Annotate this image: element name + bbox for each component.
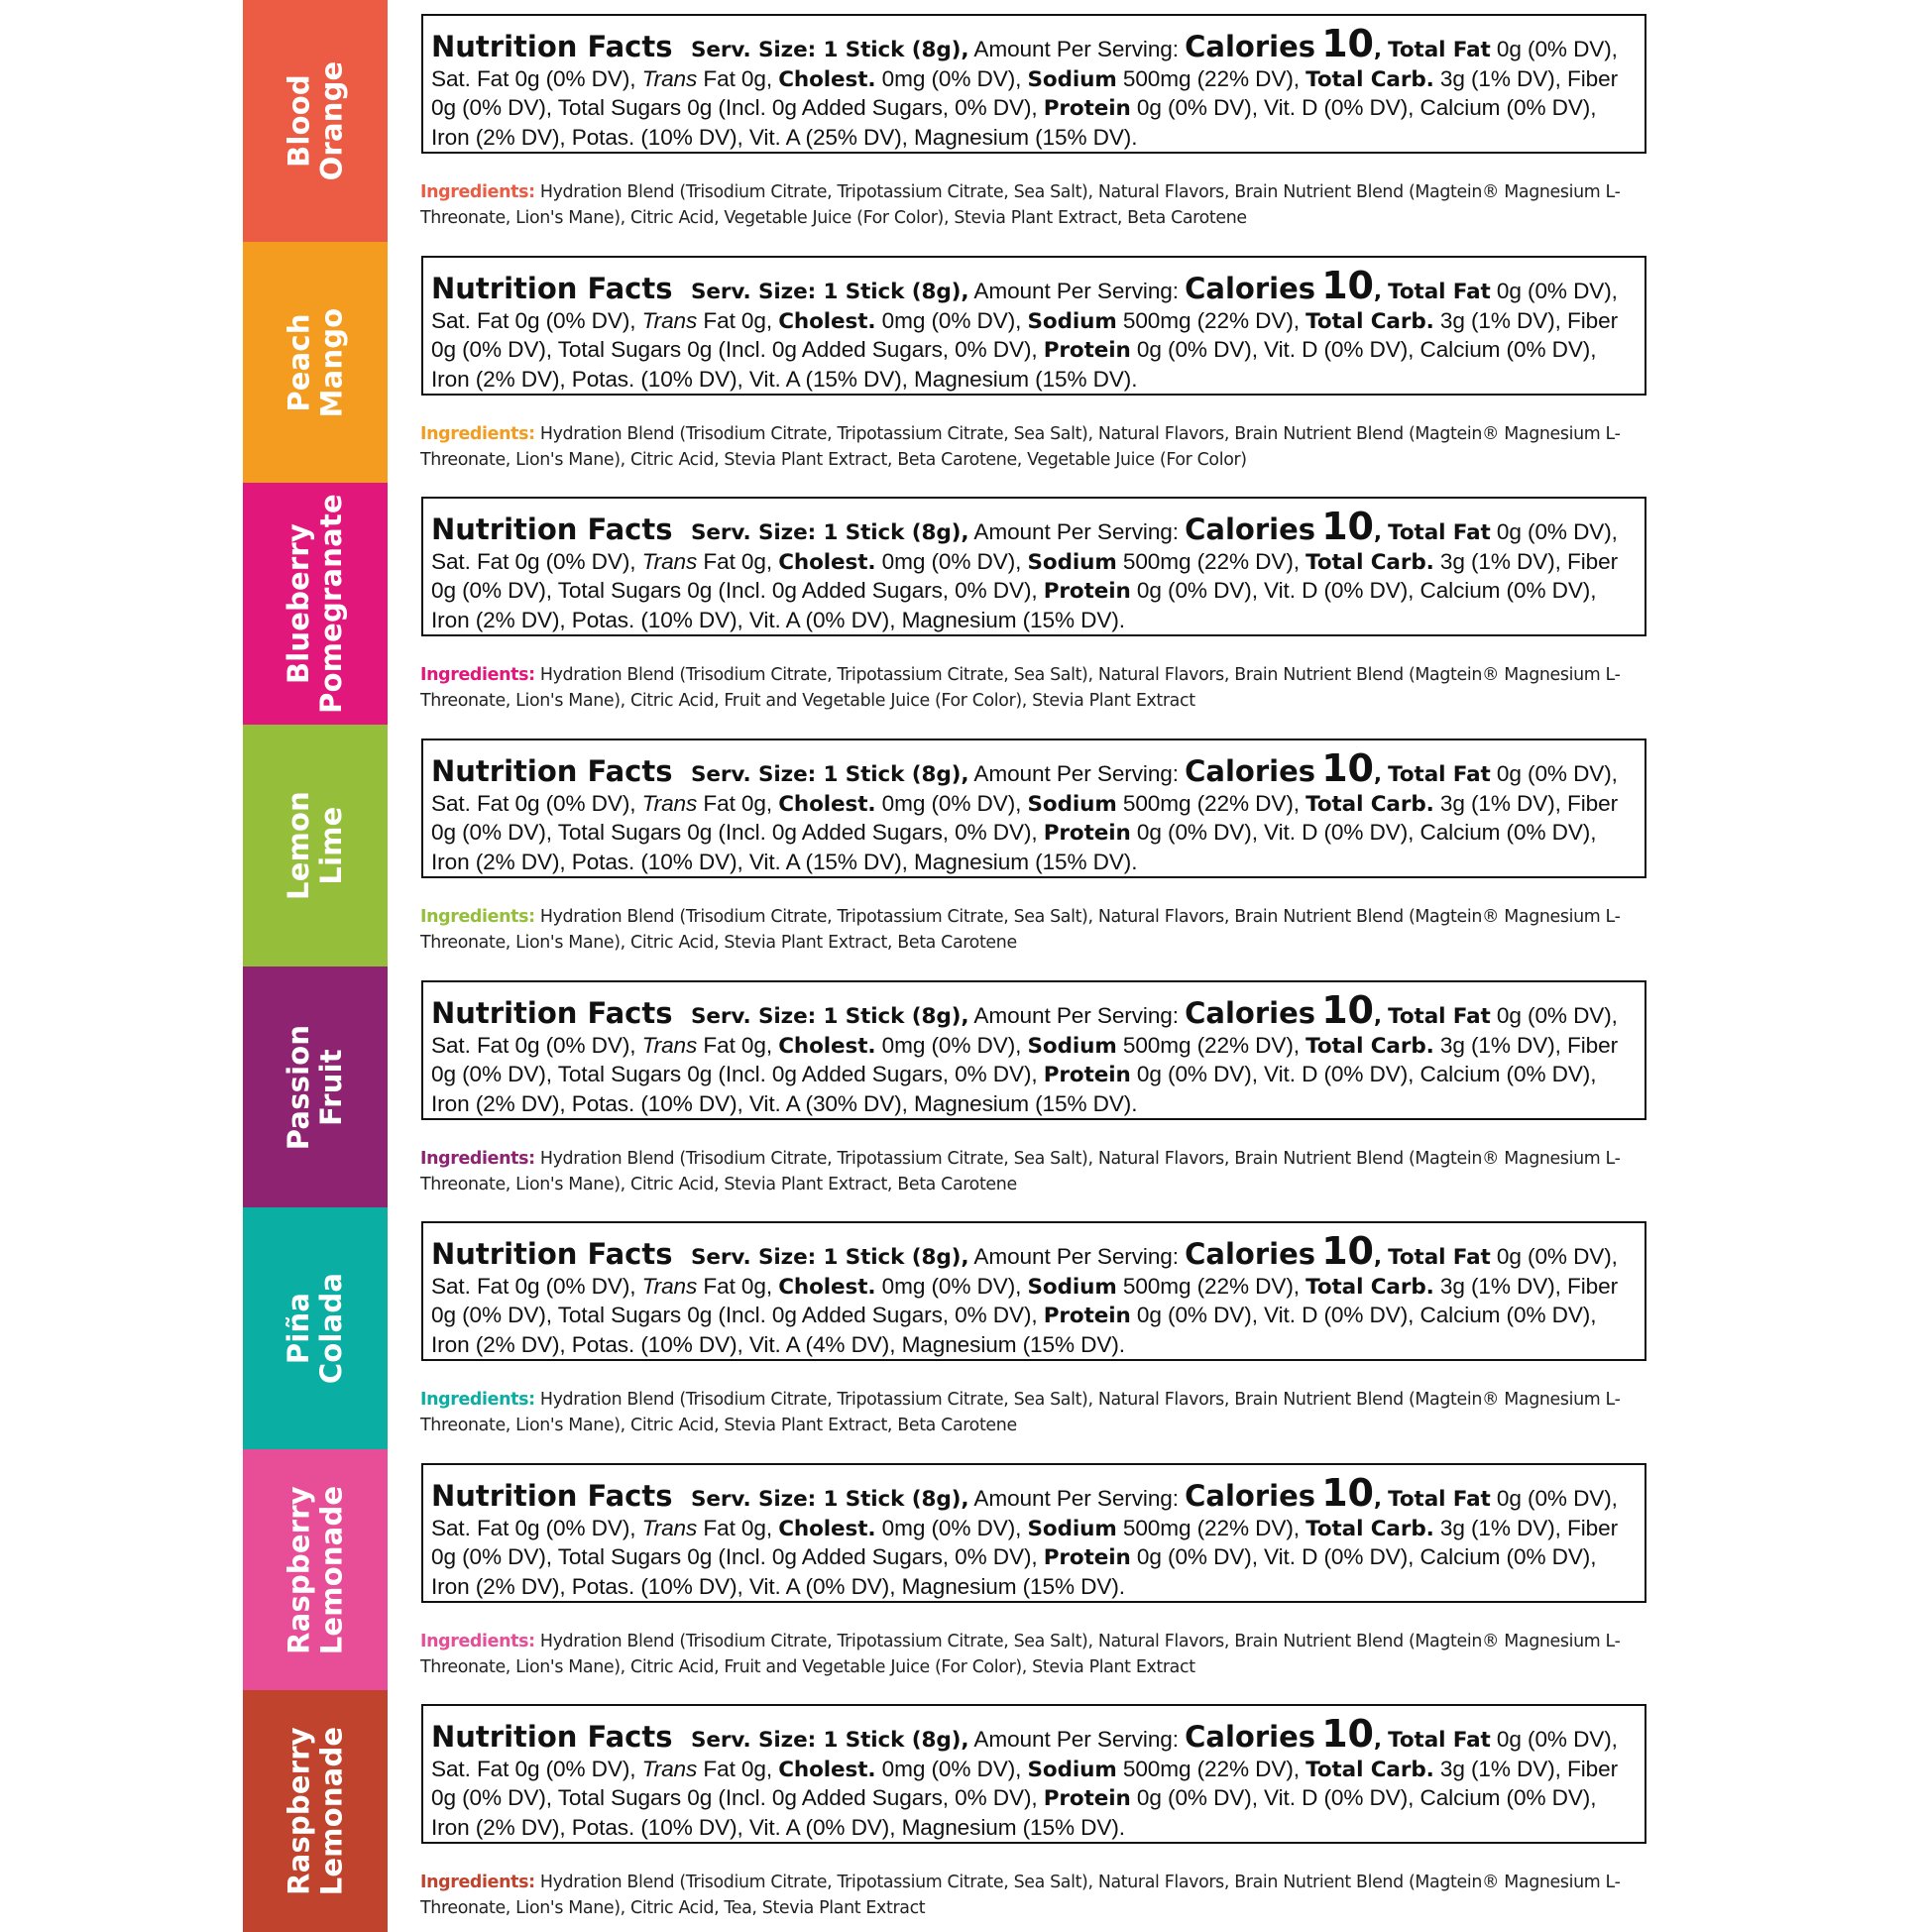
magnesium-value: Magnesium (15% DV). bbox=[901, 1573, 1125, 1599]
total-fat-label: Total Fat bbox=[1388, 38, 1491, 62]
vitamin-a-value: Vit. A (25% DV), bbox=[748, 124, 908, 150]
nutrition-facts-text: Nutrition Facts Serv. Size: 1 Stick (8g), Amount Per Serving: Calories 10, Total Fat 0g (0% DV), Sat. Fat 0g (0% DV), Trans Fat 0g, Cholest. 0mg (0% DV), Sodium 500mg (22% DV), Total Carb. 3g (1% DV), Fiber 0g (0% DV), Total Sugars 0g (Incl. 0g Added Sugars, 0% DV), Protein 0g (0% DV), Vit. D (0% DV), Calcium (0% DV), Iron (2% DV), Potas. (10% DV), Vit. A (15% DV), Magnesium (15% DV). bbox=[431, 746, 1618, 874]
total-fat-label: Total Fat bbox=[1388, 762, 1491, 787]
calories-value: 10 bbox=[1321, 1471, 1374, 1515]
nutrition-facts-text: Nutrition Facts Serv. Size: 1 Stick (8g), Amount Per Serving: Calories 10, Total Fat 0g (0% DV), Sat. Fat 0g (0% DV), Trans Fat 0g, Cholest. 0mg (0% DV), Sodium 500mg (22% DV), Total Carb. 3g (1% DV), Fiber 0g (0% DV), Total Sugars 0g (Incl. 0g Added Sugars, 0% DV), Protein 0g (0% DV), Vit. D (0% DV), Calcium (0% DV), Iron (2% DV), Potas. (10% DV), Vit. A (25% DV), Magnesium (15% DV). bbox=[431, 22, 1618, 150]
fat-details: 0g (0% DV), Sat. Fat 0g (0% DV), bbox=[431, 1486, 1618, 1540]
calories-value: 10 bbox=[1321, 746, 1374, 790]
protein-and-minerals: 0g (0% DV), Vit. D (0% DV), Calcium (0% DV), Iron (2% DV), Potas. (10% DV), bbox=[431, 95, 1597, 150]
nutrition-facts-title: Nutrition Facts bbox=[431, 1479, 673, 1513]
amount-per-serving: Amount Per Serving: bbox=[973, 1244, 1179, 1269]
flavor-name: Raspberry Lemonade bbox=[282, 1726, 348, 1896]
calories-value: 10 bbox=[1321, 505, 1374, 548]
flavor-tab bbox=[243, 1690, 388, 1932]
nutrition-facts-title: Nutrition Facts bbox=[431, 30, 673, 63]
nutrition-facts-panel bbox=[421, 1704, 1646, 1844]
cholesterol-value: 0mg (0% DV), bbox=[881, 548, 1022, 574]
trans-label: Trans bbox=[641, 1515, 698, 1540]
flavor-section-7 bbox=[0, 1449, 1929, 1691]
cholesterol-label: Cholest. bbox=[778, 1274, 876, 1300]
nutrition-facts-panel bbox=[421, 1463, 1646, 1603]
flavor-tab bbox=[243, 1449, 388, 1691]
flavor-name: Blueberry Pomegranate bbox=[282, 494, 349, 714]
cholesterol-value: 0mg (0% DV), bbox=[881, 307, 1022, 333]
nutrition-facts-title: Nutrition Facts bbox=[431, 996, 673, 1030]
sodium-value: 500mg (22% DV), bbox=[1122, 1515, 1300, 1540]
magnesium-value: Magnesium (15% DV). bbox=[901, 1331, 1125, 1357]
cholesterol-value: 0mg (0% DV), bbox=[881, 1515, 1022, 1540]
nutrition-facts-text: Nutrition Facts Serv. Size: 1 Stick (8g), Amount Per Serving: Calories 10, Total Fat 0g (0% DV), Sat. Fat 0g (0% DV), Trans Fat 0g, Cholest. 0mg (0% DV), Sodium 500mg (22% DV), Total Carb. 3g (1% DV), Fiber 0g (0% DV), Total Sugars 0g (Incl. 0g Added Sugars, 0% DV), Protein 0g (0% DV), Vit. D (0% DV), Calcium (0% DV), Iron (2% DV), Potas. (10% DV), Vit. A (0% DV), Magnesium (15% DV). bbox=[431, 1471, 1618, 1599]
sodium-value: 500mg (22% DV), bbox=[1122, 1756, 1300, 1781]
fat-details: 0g (0% DV), Sat. Fat 0g (0% DV), bbox=[431, 519, 1618, 574]
ingredients-label: Ingredients: bbox=[420, 907, 535, 927]
amount-per-serving: Amount Per Serving: bbox=[973, 1486, 1179, 1511]
protein-label: Protein bbox=[1043, 1545, 1131, 1570]
ingredients-text: Hydration Blend (Trisodium Citrate, Tripotassium Citrate, Sea Salt), Natural Flavors, Brain Nutrient Blend (Magtein® Magnesium L-Threonate, Lion's Mane), Citric Acid, Fruit and Vegetable Juice (For Color), Stevia Plant Extract bbox=[420, 1632, 1621, 1677]
flavor-tab bbox=[243, 725, 388, 966]
trans-fat-value: Fat 0g, bbox=[703, 1273, 773, 1299]
nutrition-facts-text: Nutrition Facts Serv. Size: 1 Stick (8g), Amount Per Serving: Calories 10, Total Fat 0g (0% DV), Sat. Fat 0g (0% DV), Trans Fat 0g, Cholest. 0mg (0% DV), Sodium 500mg (22% DV), Total Carb. 3g (1% DV), Fiber 0g (0% DV), Total Sugars 0g (Incl. 0g Added Sugars, 0% DV), Protein 0g (0% DV), Vit. D (0% DV), Calcium (0% DV), Iron (2% DV), Potas. (10% DV), Vit. A (15% DV), Magnesium (15% DV). bbox=[431, 264, 1618, 392]
cholesterol-label: Cholest. bbox=[778, 66, 876, 92]
serving-size: Serv. Size: 1 Stick (8g), bbox=[691, 1728, 969, 1753]
sodium-value: 500mg (22% DV), bbox=[1122, 548, 1300, 574]
carb-details: 3g (1% DV), Fiber 0g (0% DV), Total Sugars 0g (Incl. 0g Added Sugars, 0% DV), bbox=[431, 307, 1618, 362]
flavor-tab bbox=[243, 1207, 388, 1449]
protein-label: Protein bbox=[1043, 1304, 1131, 1328]
nutrition-facts-text: Nutrition Facts Serv. Size: 1 Stick (8g), Amount Per Serving: Calories 10, Total Fat 0g (0% DV), Sat. Fat 0g (0% DV), Trans Fat 0g, Cholest. 0mg (0% DV), Sodium 500mg (22% DV), Total Carb. 3g (1% DV), Fiber 0g (0% DV), Total Sugars 0g (Incl. 0g Added Sugars, 0% DV), Protein 0g (0% DV), Vit. D (0% DV), Calcium (0% DV), Iron (2% DV), Potas. (10% DV), Vit. A (30% DV), Magnesium (15% DV). bbox=[431, 988, 1618, 1116]
trans-fat-value: Fat 0g, bbox=[703, 1032, 773, 1058]
trans-fat-value: Fat 0g, bbox=[703, 548, 773, 574]
cholesterol-value: 0mg (0% DV), bbox=[881, 65, 1022, 91]
amount-per-serving: Amount Per Serving: bbox=[973, 519, 1179, 544]
cholesterol-label: Cholest. bbox=[778, 1033, 876, 1059]
serving-size: Serv. Size: 1 Stick (8g), bbox=[691, 1487, 969, 1512]
ingredients-text: Hydration Blend (Trisodium Citrate, Tripotassium Citrate, Sea Salt), Natural Flavors, Brain Nutrient Blend (Magtein® Magnesium L-Threonate, Lion's Mane), Citric Acid, Stevia Plant Extract, Beta Carotene bbox=[420, 907, 1621, 953]
serving-size: Serv. Size: 1 Stick (8g), bbox=[691, 38, 969, 62]
trans-fat-value: Fat 0g, bbox=[703, 307, 773, 333]
sodium-label: Sodium bbox=[1027, 1757, 1117, 1782]
trans-label: Trans bbox=[641, 1756, 698, 1781]
nutrition-facts-panel bbox=[421, 256, 1646, 396]
protein-and-minerals: 0g (0% DV), Vit. D (0% DV), Calcium (0% DV), Iron (2% DV), Potas. (10% DV), bbox=[431, 1544, 1597, 1599]
calories-label: Calories bbox=[1185, 512, 1316, 546]
magnesium-value: Magnesium (15% DV). bbox=[914, 1090, 1138, 1116]
vitamin-a-value: Vit. A (0% DV), bbox=[748, 607, 896, 632]
carb-details: 3g (1% DV), Fiber 0g (0% DV), Total Sugars 0g (Incl. 0g Added Sugars, 0% DV), bbox=[431, 1756, 1618, 1810]
carb-details: 3g (1% DV), Fiber 0g (0% DV), Total Sugars 0g (Incl. 0g Added Sugars, 0% DV), bbox=[431, 1032, 1618, 1086]
total-fat-label: Total Fat bbox=[1388, 520, 1491, 545]
cholesterol-value: 0mg (0% DV), bbox=[881, 1273, 1022, 1299]
fat-details: 0g (0% DV), Sat. Fat 0g (0% DV), bbox=[431, 761, 1618, 816]
protein-and-minerals: 0g (0% DV), Vit. D (0% DV), Calcium (0% DV), Iron (2% DV), Potas. (10% DV), bbox=[431, 1062, 1597, 1116]
serving-size: Serv. Size: 1 Stick (8g), bbox=[691, 520, 969, 545]
total-fat-label: Total Fat bbox=[1388, 1487, 1491, 1512]
flavor-tab bbox=[243, 966, 388, 1208]
ingredients-text: Hydration Blend (Trisodium Citrate, Tripotassium Citrate, Sea Salt), Natural Flavors, Brain Nutrient Blend (Magtein® Magnesium L-Threonate, Lion's Mane), Citric Acid, Vegetable Juice (For Color), Stevia Plant Extract, Beta Carotene bbox=[420, 182, 1621, 228]
protein-label: Protein bbox=[1043, 1063, 1131, 1087]
nutrition-facts-panel bbox=[421, 739, 1646, 878]
ingredients bbox=[420, 1870, 1654, 1921]
protein-and-minerals: 0g (0% DV), Vit. D (0% DV), Calcium (0% DV), Iron (2% DV), Potas. (10% DV), bbox=[431, 820, 1597, 874]
trans-label: Trans bbox=[641, 1273, 698, 1299]
carb-details: 3g (1% DV), Fiber 0g (0% DV), Total Sugars 0g (Incl. 0g Added Sugars, 0% DV), bbox=[431, 65, 1618, 120]
ingredients bbox=[420, 1146, 1654, 1197]
magnesium-value: Magnesium (15% DV). bbox=[914, 124, 1138, 150]
protein-label: Protein bbox=[1043, 1786, 1131, 1811]
ingredients-label: Ingredients: bbox=[420, 1390, 535, 1410]
flavor-section-4 bbox=[0, 725, 1929, 966]
protein-label: Protein bbox=[1043, 96, 1131, 121]
flavor-tab bbox=[243, 483, 388, 725]
magnesium-value: Magnesium (15% DV). bbox=[914, 366, 1138, 392]
fat-details: 0g (0% DV), Sat. Fat 0g (0% DV), bbox=[431, 279, 1618, 333]
serving-size: Serv. Size: 1 Stick (8g), bbox=[691, 280, 969, 304]
trans-fat-value: Fat 0g, bbox=[703, 790, 773, 816]
ingredients bbox=[420, 179, 1654, 231]
protein-and-minerals: 0g (0% DV), Vit. D (0% DV), Calcium (0% DV), Iron (2% DV), Potas. (10% DV), bbox=[431, 1303, 1597, 1357]
cholesterol-label: Cholest. bbox=[778, 549, 876, 575]
ingredients-label: Ingredients: bbox=[420, 1632, 535, 1651]
calories-value: 10 bbox=[1321, 988, 1374, 1032]
cholesterol-value: 0mg (0% DV), bbox=[881, 1032, 1022, 1058]
flavor-section-6 bbox=[0, 1207, 1929, 1449]
trans-label: Trans bbox=[641, 65, 698, 91]
flavor-name: Blood Orange bbox=[281, 60, 348, 181]
flavor-section-8 bbox=[0, 1690, 1929, 1932]
calories-value: 10 bbox=[1321, 1229, 1374, 1273]
ingredients bbox=[420, 1629, 1654, 1680]
flavor-name: Peach Mango bbox=[281, 307, 348, 418]
protein-label: Protein bbox=[1043, 821, 1131, 846]
total-carb-label: Total Carb. bbox=[1305, 1274, 1434, 1300]
nutrition-facts-text: Nutrition Facts Serv. Size: 1 Stick (8g), Amount Per Serving: Calories 10, Total Fat 0g (0% DV), Sat. Fat 0g (0% DV), Trans Fat 0g, Cholest. 0mg (0% DV), Sodium 500mg (22% DV), Total Carb. 3g (1% DV), Fiber 0g (0% DV), Total Sugars 0g (Incl. 0g Added Sugars, 0% DV), Protein 0g (0% DV), Vit. D (0% DV), Calcium (0% DV), Iron (2% DV), Potas. (10% DV), Vit. A (0% DV), Magnesium (15% DV). bbox=[431, 505, 1618, 632]
protein-and-minerals: 0g (0% DV), Vit. D (0% DV), Calcium (0% DV), Iron (2% DV), Potas. (10% DV), bbox=[431, 578, 1597, 632]
nutrition-facts-title: Nutrition Facts bbox=[431, 272, 673, 305]
trans-label: Trans bbox=[641, 307, 698, 333]
total-carb-label: Total Carb. bbox=[1305, 1033, 1434, 1059]
calories-label: Calories bbox=[1185, 30, 1316, 63]
flavor-section-5 bbox=[0, 966, 1929, 1208]
cholesterol-value: 0mg (0% DV), bbox=[881, 790, 1022, 816]
ingredients bbox=[420, 662, 1654, 714]
ingredients bbox=[420, 904, 1654, 956]
vitamin-a-value: Vit. A (0% DV), bbox=[748, 1573, 896, 1599]
sodium-label: Sodium bbox=[1027, 1274, 1117, 1300]
nutrition-facts-text: Nutrition Facts Serv. Size: 1 Stick (8g), Amount Per Serving: Calories 10, Total Fat 0g (0% DV), Sat. Fat 0g (0% DV), Trans Fat 0g, Cholest. 0mg (0% DV), Sodium 500mg (22% DV), Total Carb. 3g (1% DV), Fiber 0g (0% DV), Total Sugars 0g (Incl. 0g Added Sugars, 0% DV), Protein 0g (0% DV), Vit. D (0% DV), Calcium (0% DV), Iron (2% DV), Potas. (10% DV), Vit. A (0% DV), Magnesium (15% DV). bbox=[431, 1712, 1618, 1840]
trans-label: Trans bbox=[641, 790, 698, 816]
cholesterol-label: Cholest. bbox=[778, 791, 876, 817]
flavor-tab bbox=[243, 242, 388, 484]
cholesterol-label: Cholest. bbox=[778, 1516, 876, 1541]
total-carb-label: Total Carb. bbox=[1305, 308, 1434, 334]
total-fat-label: Total Fat bbox=[1388, 1245, 1491, 1270]
sodium-value: 500mg (22% DV), bbox=[1122, 790, 1300, 816]
flavor-name: Raspberry Lemonade bbox=[282, 1485, 348, 1655]
calories-label: Calories bbox=[1185, 1479, 1316, 1513]
sodium-label: Sodium bbox=[1027, 1033, 1117, 1059]
calories-value: 10 bbox=[1321, 22, 1374, 65]
fat-details: 0g (0% DV), Sat. Fat 0g (0% DV), bbox=[431, 1244, 1618, 1299]
sodium-label: Sodium bbox=[1027, 66, 1117, 92]
total-fat-label: Total Fat bbox=[1388, 1728, 1491, 1753]
nutrition-facts-panel bbox=[421, 14, 1646, 154]
sodium-value: 500mg (22% DV), bbox=[1122, 307, 1300, 333]
total-fat-label: Total Fat bbox=[1388, 1004, 1491, 1029]
fat-details: 0g (0% DV), Sat. Fat 0g (0% DV), bbox=[431, 1003, 1618, 1058]
calories-label: Calories bbox=[1185, 1237, 1316, 1271]
flavor-name: Passion Fruit bbox=[281, 1024, 348, 1151]
ingredients-text: Hydration Blend (Trisodium Citrate, Tripotassium Citrate, Sea Salt), Natural Flavors, Brain Nutrient Blend (Magtein® Magnesium L-Threonate, Lion's Mane), Citric Acid, Tea, Stevia Plant Extract bbox=[420, 1873, 1621, 1918]
flavor-name: Lemon Lime bbox=[282, 791, 348, 900]
magnesium-value: Magnesium (15% DV). bbox=[914, 849, 1138, 874]
total-carb-label: Total Carb. bbox=[1305, 791, 1434, 817]
nutrition-facts-title: Nutrition Facts bbox=[431, 1720, 673, 1754]
total-carb-label: Total Carb. bbox=[1305, 1516, 1434, 1541]
magnesium-value: Magnesium (15% DV). bbox=[901, 1814, 1125, 1840]
protein-and-minerals: 0g (0% DV), Vit. D (0% DV), Calcium (0% DV), Iron (2% DV), Potas. (10% DV), bbox=[431, 337, 1597, 392]
magnesium-value: Magnesium (15% DV). bbox=[901, 607, 1125, 632]
sodium-value: 500mg (22% DV), bbox=[1122, 65, 1300, 91]
sodium-label: Sodium bbox=[1027, 791, 1117, 817]
flavor-section-1 bbox=[0, 0, 1929, 242]
protein-label: Protein bbox=[1043, 338, 1131, 363]
sodium-label: Sodium bbox=[1027, 549, 1117, 575]
sodium-label: Sodium bbox=[1027, 1516, 1117, 1541]
calories-value: 10 bbox=[1321, 1712, 1374, 1756]
amount-per-serving: Amount Per Serving: bbox=[973, 279, 1179, 303]
calories-label: Calories bbox=[1185, 754, 1316, 788]
ingredients-text: Hydration Blend (Trisodium Citrate, Tripotassium Citrate, Sea Salt), Natural Flavors, Brain Nutrient Blend (Magtein® Magnesium L-Threonate, Lion's Mane), Citric Acid, Stevia Plant Extract, Beta Carotene bbox=[420, 1149, 1621, 1194]
calories-label: Calories bbox=[1185, 1720, 1316, 1754]
total-carb-label: Total Carb. bbox=[1305, 66, 1434, 92]
total-carb-label: Total Carb. bbox=[1305, 1757, 1434, 1782]
nutrition-facts-text: Nutrition Facts Serv. Size: 1 Stick (8g), Amount Per Serving: Calories 10, Total Fat 0g (0% DV), Sat. Fat 0g (0% DV), Trans Fat 0g, Cholest. 0mg (0% DV), Sodium 500mg (22% DV), Total Carb. 3g (1% DV), Fiber 0g (0% DV), Total Sugars 0g (Incl. 0g Added Sugars, 0% DV), Protein 0g (0% DV), Vit. D (0% DV), Calcium (0% DV), Iron (2% DV), Potas. (10% DV), Vit. A (4% DV), Magnesium (15% DV). bbox=[431, 1229, 1618, 1357]
ingredients-text: Hydration Blend (Trisodium Citrate, Tripotassium Citrate, Sea Salt), Natural Flavors, Brain Nutrient Blend (Magtein® Magnesium L-Threonate, Lion's Mane), Citric Acid, Stevia Plant Extract, Beta Carotene, Vegetable Juice (For Color) bbox=[420, 424, 1621, 470]
total-carb-label: Total Carb. bbox=[1305, 549, 1434, 575]
trans-fat-value: Fat 0g, bbox=[703, 1515, 773, 1540]
ingredients-text: Hydration Blend (Trisodium Citrate, Tripotassium Citrate, Sea Salt), Natural Flavors, Brain Nutrient Blend (Magtein® Magnesium L-Threonate, Lion's Mane), Citric Acid, Stevia Plant Extract, Beta Carotene bbox=[420, 1390, 1621, 1435]
amount-per-serving: Amount Per Serving: bbox=[973, 1727, 1179, 1752]
flavor-tab bbox=[243, 0, 388, 242]
sodium-value: 500mg (22% DV), bbox=[1122, 1032, 1300, 1058]
vitamin-a-value: Vit. A (15% DV), bbox=[748, 366, 908, 392]
vitamin-a-value: Vit. A (30% DV), bbox=[748, 1090, 908, 1116]
serving-size: Serv. Size: 1 Stick (8g), bbox=[691, 1245, 969, 1270]
ingredients-label: Ingredients: bbox=[420, 1873, 535, 1892]
trans-label: Trans bbox=[641, 548, 698, 574]
serving-size: Serv. Size: 1 Stick (8g), bbox=[691, 1004, 969, 1029]
vitamin-a-value: Vit. A (0% DV), bbox=[748, 1814, 896, 1840]
serving-size: Serv. Size: 1 Stick (8g), bbox=[691, 762, 969, 787]
ingredients bbox=[420, 1387, 1654, 1438]
protein-label: Protein bbox=[1043, 579, 1131, 604]
cholesterol-label: Cholest. bbox=[778, 308, 876, 334]
ingredients-label: Ingredients: bbox=[420, 665, 535, 685]
vitamin-a-value: Vit. A (15% DV), bbox=[748, 849, 908, 874]
nutrition-facts-title: Nutrition Facts bbox=[431, 1237, 673, 1271]
carb-details: 3g (1% DV), Fiber 0g (0% DV), Total Sugars 0g (Incl. 0g Added Sugars, 0% DV), bbox=[431, 790, 1618, 845]
amount-per-serving: Amount Per Serving: bbox=[973, 1003, 1179, 1028]
protein-and-minerals: 0g (0% DV), Vit. D (0% DV), Calcium (0% DV), Iron (2% DV), Potas. (10% DV), bbox=[431, 1785, 1597, 1840]
nutrition-facts-title: Nutrition Facts bbox=[431, 512, 673, 546]
calories-label: Calories bbox=[1185, 272, 1316, 305]
sodium-label: Sodium bbox=[1027, 308, 1117, 334]
calories-label: Calories bbox=[1185, 996, 1316, 1030]
carb-details: 3g (1% DV), Fiber 0g (0% DV), Total Sugars 0g (Incl. 0g Added Sugars, 0% DV), bbox=[431, 1515, 1618, 1569]
vitamin-a-value: Vit. A (4% DV), bbox=[748, 1331, 896, 1357]
nutrition-facts-panel bbox=[421, 497, 1646, 636]
nutrition-facts-panel bbox=[421, 1221, 1646, 1361]
flavor-section-3 bbox=[0, 483, 1929, 725]
carb-details: 3g (1% DV), Fiber 0g (0% DV), Total Sugars 0g (Incl. 0g Added Sugars, 0% DV), bbox=[431, 1273, 1618, 1327]
nutrition-facts-title: Nutrition Facts bbox=[431, 754, 673, 788]
cholesterol-value: 0mg (0% DV), bbox=[881, 1756, 1022, 1781]
ingredients-text: Hydration Blend (Trisodium Citrate, Tripotassium Citrate, Sea Salt), Natural Flavors, Brain Nutrient Blend (Magtein® Magnesium L-Threonate, Lion's Mane), Citric Acid, Fruit and Vegetable Juice (For Color), Stevia Plant Extract bbox=[420, 665, 1621, 711]
nutrition-facts-panel bbox=[421, 980, 1646, 1120]
fat-details: 0g (0% DV), Sat. Fat 0g (0% DV), bbox=[431, 37, 1618, 91]
trans-fat-value: Fat 0g, bbox=[703, 65, 773, 91]
ingredients-label: Ingredients: bbox=[420, 1149, 535, 1169]
amount-per-serving: Amount Per Serving: bbox=[973, 761, 1179, 786]
carb-details: 3g (1% DV), Fiber 0g (0% DV), Total Sugars 0g (Incl. 0g Added Sugars, 0% DV), bbox=[431, 548, 1618, 603]
ingredients bbox=[420, 421, 1654, 473]
flavor-name: Piña Colada bbox=[282, 1272, 348, 1385]
ingredients-label: Ingredients: bbox=[420, 182, 535, 202]
sodium-value: 500mg (22% DV), bbox=[1122, 1273, 1300, 1299]
amount-per-serving: Amount Per Serving: bbox=[973, 37, 1179, 61]
trans-fat-value: Fat 0g, bbox=[703, 1756, 773, 1781]
calories-value: 10 bbox=[1321, 264, 1374, 307]
total-fat-label: Total Fat bbox=[1388, 280, 1491, 304]
ingredients-label: Ingredients: bbox=[420, 424, 535, 444]
fat-details: 0g (0% DV), Sat. Fat 0g (0% DV), bbox=[431, 1727, 1618, 1781]
trans-label: Trans bbox=[641, 1032, 698, 1058]
flavor-section-2 bbox=[0, 242, 1929, 484]
cholesterol-label: Cholest. bbox=[778, 1757, 876, 1782]
